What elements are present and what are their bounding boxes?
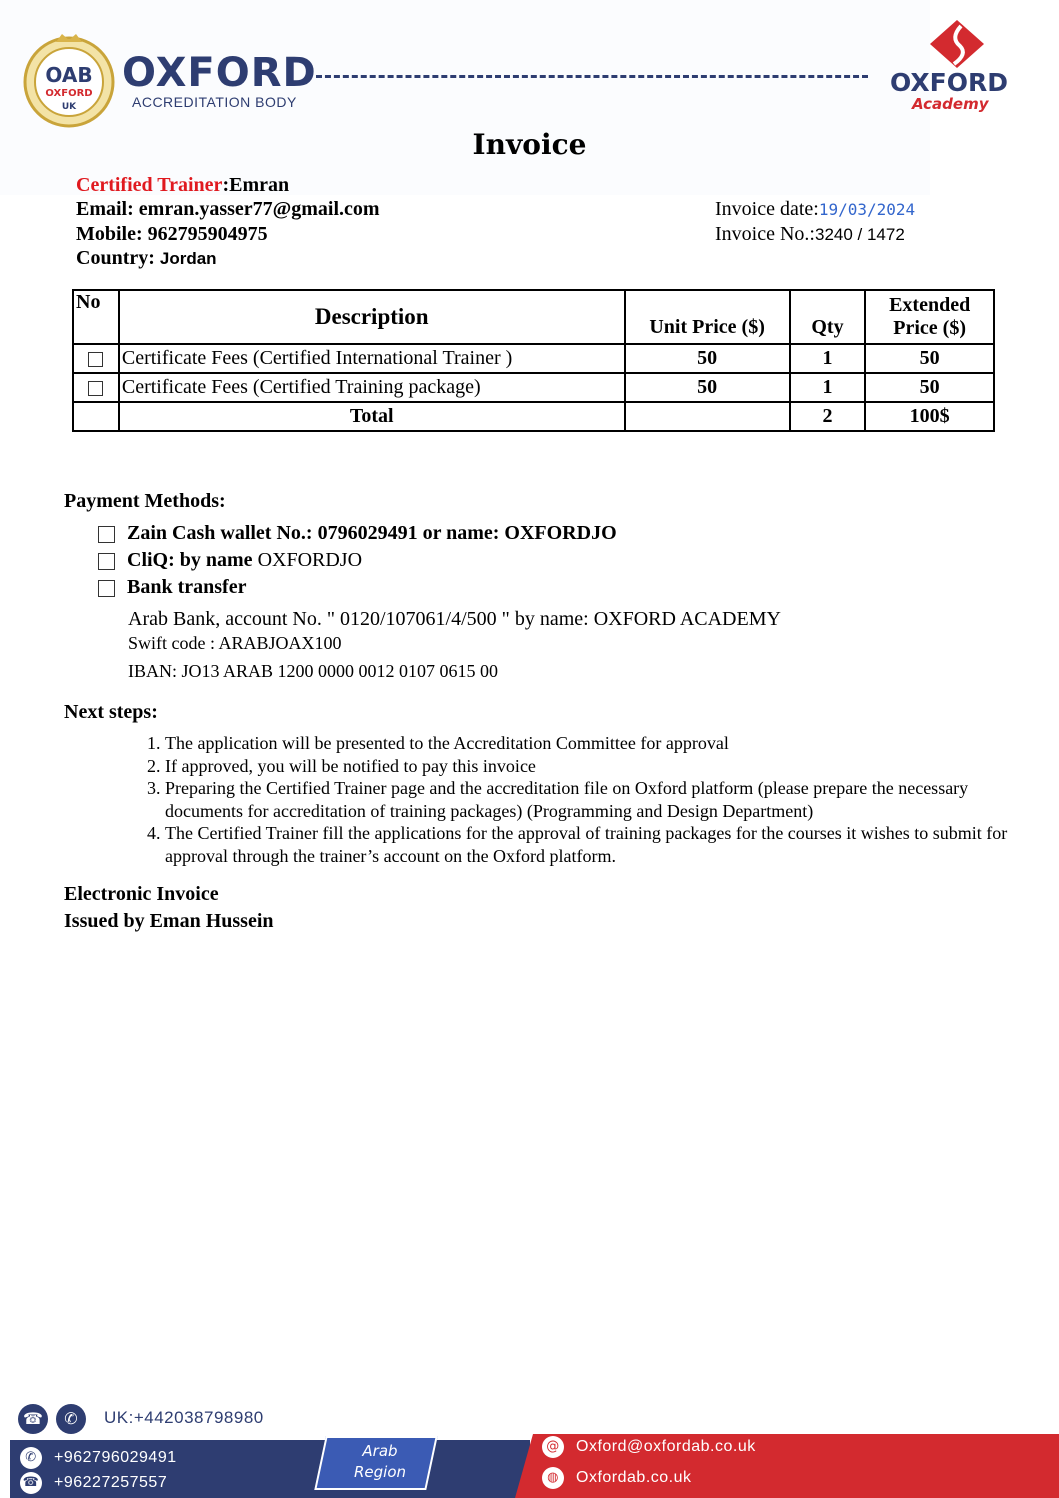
mobile-label: Mobile: xyxy=(76,223,143,245)
phone-icon: ☎ xyxy=(20,1472,42,1494)
header-no: No xyxy=(73,290,119,344)
row-description: Certificate Fees (Certified International Trainer ) xyxy=(119,344,625,373)
invoice-date-value: 19/03/2024 xyxy=(818,200,916,219)
header-qty: Qty xyxy=(790,290,866,344)
cliq-label: CliQ: by name xyxy=(127,549,253,571)
list-item: 4. The Certified Trainer fill the applications for the approval of training packages for the courses it wishes to submit for approval through the trainer’s account on the Oxford platform. xyxy=(165,822,1045,867)
payment-option-cliq[interactable] xyxy=(98,549,362,572)
jo-phone-line-2[interactable] xyxy=(20,1472,167,1494)
bank-iban: IBAN: JO13 ARAB 1200 0000 0012 0107 0615 00 xyxy=(128,661,499,681)
whatsapp-icon: ✆ xyxy=(20,1447,42,1469)
academy-name: OXFORD xyxy=(890,68,1008,97)
phone-icon: ☎ xyxy=(18,1404,48,1434)
jo-phone-line-1[interactable] xyxy=(20,1447,177,1469)
invoice-no-line xyxy=(715,222,905,247)
list-item: 2. If approved, you will be notified to pay this invoice xyxy=(165,755,1045,778)
cliq-name: OXFORDJO xyxy=(252,549,363,571)
zain-checkbox[interactable] xyxy=(98,526,115,543)
row-extended: 50 xyxy=(865,373,994,402)
next-steps-list xyxy=(88,732,1045,867)
email-value: emran.yasser77@gmail.com xyxy=(138,198,380,220)
academy-logo-mark xyxy=(928,20,986,68)
email-contact[interactable] xyxy=(542,1436,756,1458)
table-header-row xyxy=(73,290,994,344)
jo-phone-1: +962796029491 xyxy=(54,1449,177,1467)
page-title: Invoice xyxy=(472,128,587,161)
invoice-no-value: 3240 / 1472 xyxy=(814,225,905,244)
invoice-date-label: Invoice date: xyxy=(715,198,819,220)
oab-logo-text: OAB xyxy=(45,63,93,87)
row-qty: 1 xyxy=(790,344,866,373)
jo-phone-2: +96227257557 xyxy=(54,1474,168,1492)
mobile-value: 962795904975 xyxy=(147,223,268,245)
total-qty: 2 xyxy=(790,402,866,431)
row-checkbox-cell[interactable] xyxy=(73,344,119,373)
country-label: Country: xyxy=(76,247,155,269)
website-contact[interactable] xyxy=(542,1467,692,1489)
row-unit-price: 50 xyxy=(625,344,790,373)
trainer-label: Certified Trainer xyxy=(76,174,223,196)
country-line xyxy=(76,246,217,271)
bank-label: Bank transfer xyxy=(127,576,247,598)
row-unit-price: 50 xyxy=(625,373,790,402)
oab-logo xyxy=(18,30,120,128)
country-value: Jordan xyxy=(159,249,217,268)
region-line-1: Arab xyxy=(362,1442,398,1460)
oab-logo-uk: UK xyxy=(61,102,77,112)
academy-subtitle: Academy xyxy=(912,95,989,113)
bank-account: Arab Bank, account No. " 0120/107061/4/500 " by name: OXFORD ACADEMY xyxy=(128,608,781,630)
payment-heading: Payment Methods: xyxy=(64,490,226,512)
oab-logo-sub: OXFORD xyxy=(45,88,93,99)
row-qty: 1 xyxy=(790,373,866,402)
region-label xyxy=(330,1441,430,1483)
footer-website: Oxfordab.co.uk xyxy=(576,1469,692,1487)
region-line-2: Region xyxy=(353,1463,407,1481)
row-extended: 50 xyxy=(865,344,994,373)
trainer-line xyxy=(76,173,289,197)
table-row xyxy=(73,373,994,402)
bank-swift: Swift code : ARABJOAX100 xyxy=(128,633,342,653)
header-description: Description xyxy=(119,290,625,344)
cliq-checkbox[interactable] xyxy=(98,553,115,570)
list-item: 1. The application will be presented to the Accreditation Committee for approval xyxy=(165,732,1045,755)
list-item: 3. Preparing the Certified Trainer page and the accreditation file on Oxford platform (please prepare the necessary documents for accreditation of training packages) (Programming and Design Department) xyxy=(165,777,1045,822)
header-unit-price: Unit Price ($) xyxy=(625,290,790,344)
zain-text: Zain Cash wallet No.: 0796029491 or name: OXFORDJO xyxy=(127,522,617,544)
total-extended: 100$ xyxy=(865,402,994,431)
invoice-date-line xyxy=(715,197,915,222)
next-steps-heading: Next steps: xyxy=(64,701,158,723)
payment-option-zain[interactable] xyxy=(98,522,617,545)
header-extended-price: Extended Price ($) xyxy=(865,290,994,344)
email-icon: @ xyxy=(542,1436,564,1458)
globe-icon: ◍ xyxy=(542,1467,564,1489)
brand-subtitle: ACCREDITATION BODY xyxy=(132,94,297,110)
email-label: Email: xyxy=(76,198,134,220)
invoice-table xyxy=(72,289,995,432)
mobile-line xyxy=(76,222,268,246)
email-line xyxy=(76,197,380,221)
whatsapp-icon: ✆ xyxy=(56,1404,86,1434)
payment-option-bank[interactable] xyxy=(98,576,246,599)
footer-email: Oxford@oxfordab.co.uk xyxy=(576,1438,756,1456)
total-row xyxy=(73,402,994,431)
invoice-no-label: Invoice No.: xyxy=(715,223,815,245)
header-divider xyxy=(316,75,868,78)
uk-contact-icons xyxy=(18,1404,94,1434)
row-checkbox[interactable] xyxy=(88,352,103,367)
uk-phone[interactable]: UK:+442038798980 xyxy=(104,1408,264,1427)
row-checkbox[interactable] xyxy=(88,381,103,396)
row-checkbox-cell[interactable] xyxy=(73,373,119,402)
table-row xyxy=(73,344,994,373)
brand-name: OXFORD xyxy=(122,50,317,96)
total-label: Total xyxy=(119,402,625,431)
bank-checkbox[interactable] xyxy=(98,580,115,597)
trainer-name: :Emran xyxy=(222,174,290,196)
electronic-invoice-note: Electronic Invoice xyxy=(64,883,219,905)
row-description: Certificate Fees (Certified Training package) xyxy=(119,373,625,402)
issued-by-note: Issued by Eman Hussein xyxy=(64,910,274,932)
